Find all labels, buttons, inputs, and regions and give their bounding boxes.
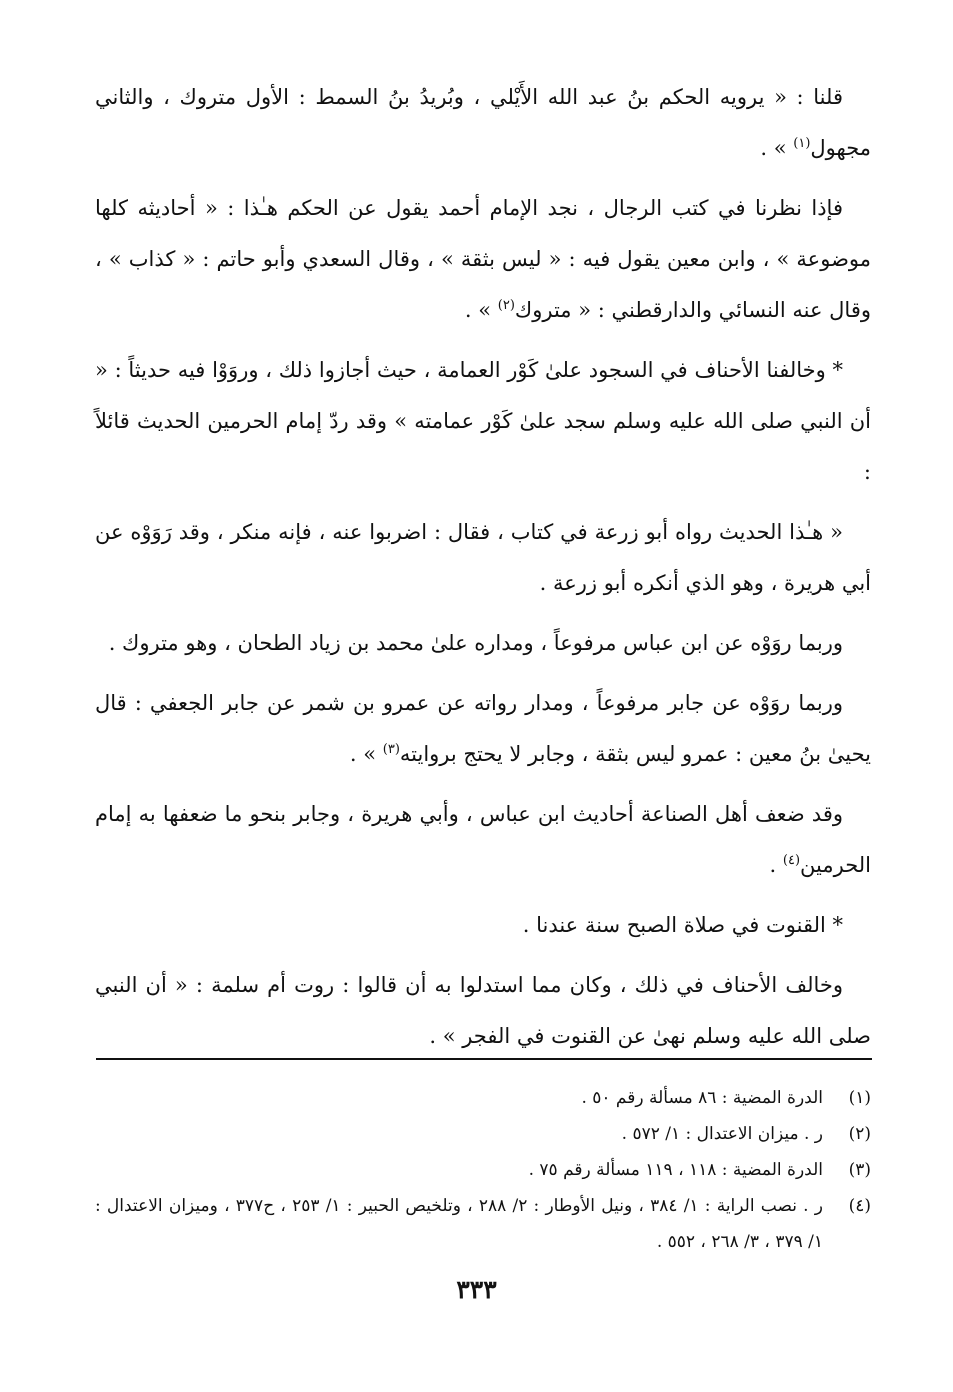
paragraph-text: فإذا نظرنا في كتب الرجال ، نجد الإمام أحمد يقول عن الحكم هـٰذا : « أحاديثه كلها موضوعة » ، وابن معين يقول فيه : « ليس بثقة » ، وقال السعدي وأبو حاتم : « كذاب » ، وقال عنه النسائي والدارقطني : « متروك — [95, 196, 871, 322]
page-number: ٣٣٣ — [456, 1275, 497, 1304]
paragraph-text: » . — [464, 298, 498, 322]
footnote-item — [95, 1080, 871, 1116]
main-text — [95, 72, 871, 1071]
paragraph — [95, 960, 871, 1062]
paragraph — [95, 345, 871, 498]
paragraph — [95, 789, 871, 891]
footnote-item — [95, 1188, 871, 1260]
quote-paragraph — [95, 678, 871, 780]
footnote-marker[interactable]: (٣) — [382, 742, 400, 757]
footnote-number: (٤) — [848, 1196, 871, 1216]
paragraph — [95, 183, 871, 336]
footnote-marker[interactable]: (٢) — [497, 298, 515, 313]
footnote-number: (١) — [848, 1088, 871, 1108]
footnote-number: (٢) — [848, 1124, 871, 1144]
paragraph-text: وربما روَوْه عن جابر مرفوعاً ، ومدار رواته عن عمرو بن شمر عن جابر الجعفي : قال يحيىٰ بنُ معين : عمرو ليس بثقة ، وجابر لا يحتج بروايته — [95, 691, 871, 766]
paragraph — [95, 900, 871, 951]
paragraph-text: * القنوت في صلاة الصبح سنة عندنا . — [522, 913, 843, 937]
quote-paragraph — [95, 618, 871, 669]
footnote-divider — [96, 1058, 872, 1060]
footnote-marker[interactable]: (٤) — [782, 853, 801, 868]
paragraph-text: وقد ضعف أهل الصناعة أحاديث ابن عباس ، وأبي هريرة ، وجابر بنحو ما ضعفها به إمام الحرمين — [95, 802, 871, 877]
paragraph-text: وربما روَوْه عن ابن عباس مرفوعاً ، ومداره علىٰ محمد بن زياد الطحان ، وهو متروك . — [108, 631, 843, 655]
paragraph-text: وخالف الأحناف في ذلك ، وكان مما استدلوا به أن قالوا : روت أم سلمة : « أن النبي صلى الله عليه وسلم نهىٰ عن القنوت في الفجر » . — [95, 973, 871, 1048]
paragraph-text: . — [769, 853, 783, 877]
footnote-text: الدرة المضية : ١١٨ ، ١١٩ مسألة رقم ٧٥ . — [528, 1160, 823, 1180]
footnote-text: الدرة المضية : ٨٦ مسألة رقم ٥٠ . — [581, 1088, 823, 1108]
footnote-text: ر . نصب الراية : ١/ ٣٨٤ ، ونيل الأوطار : ٢/ ٢٨٨ ، وتلخيص الحبير : ١/ ٢٥٣ ، ح٣٧٧ ، وميزان الاعتدال : ١/ ٣٧٩ ، ٣/ ٢٦٨ ، ٥٥٢ . — [95, 1196, 823, 1252]
footnote-text: ر . ميزان الاعتدال : ١/ ٥٧٢ . — [621, 1124, 823, 1144]
paragraph — [95, 72, 871, 174]
paragraph-text: * وخالفنا الأحناف في السجود علىٰ كَوْر العمامة ، حيث أجازوا ذلك ، وروَوْا فيه حديثاً : « أن النبي صلى الله عليه وسلم سجد علىٰ كَوْر عمامته » وقد ردّ إمام الحرمين الحديث قائلاً : — [95, 358, 871, 484]
footnotes — [95, 1080, 871, 1260]
footnote-marker[interactable]: (١) — [793, 136, 811, 151]
paragraph-text: » . — [760, 136, 794, 160]
paragraph-text: « هـٰذا الحديث رواه أبو زرعة في كتاب ، فقال : اضربوا عنه ، فإنه منكر ، وقد رَوَوْه عن أبي هريرة ، وهو الذي أنكره أبو زرعة . — [95, 520, 871, 595]
paragraph-text: » . — [349, 742, 383, 766]
footnote-item — [95, 1116, 871, 1152]
footnote-number: (٣) — [848, 1160, 871, 1180]
quote-paragraph — [95, 507, 871, 609]
paragraph-text: قلنا : « يرويه الحكم بنُ عبد الله الأَيْلي ، وبُريدُ بنُ السمط : الأول متروك ، والثاني مجهول — [95, 85, 871, 160]
footnote-item — [95, 1152, 871, 1188]
